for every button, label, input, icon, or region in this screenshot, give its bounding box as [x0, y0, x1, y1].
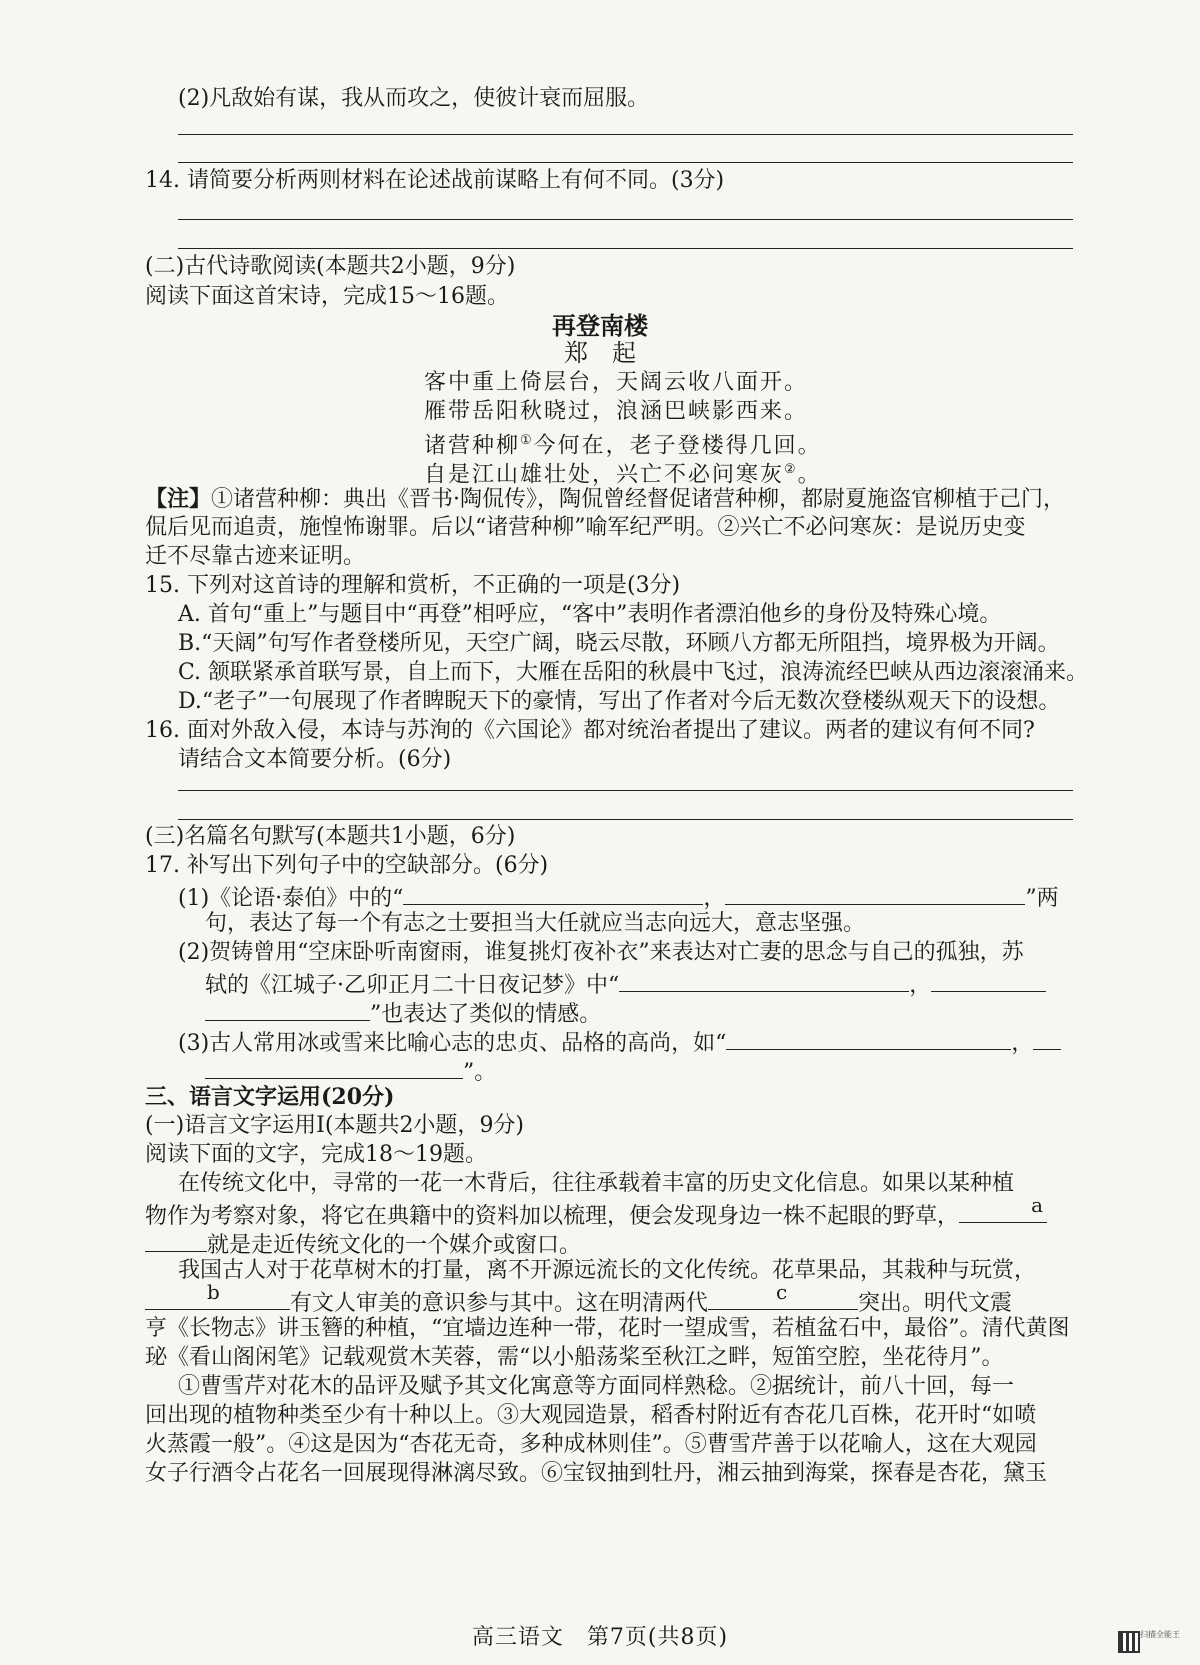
scanner-watermark: 扫描全能王: [1140, 1630, 1180, 1639]
qr-code-icon: [1118, 1631, 1140, 1653]
section-title: (二)古代诗歌阅读(本题共2小题，9分): [145, 254, 516, 279]
answer-line: [178, 790, 1073, 791]
blank-a-cont[interactable]: [145, 1227, 207, 1252]
fill-blank[interactable]: [726, 1025, 1011, 1050]
poem-line: 客中重上倚层台，天阔云收八面开。: [424, 370, 809, 395]
answer-line: [178, 819, 1073, 820]
passage-line: 在传统文化中，寻常的一花一木背后，往往承载着丰富的历史文化信息。如果以某种植: [178, 1171, 1015, 1196]
section-title: (一)语言文字运用Ⅰ(本题共2小题，9分): [145, 1113, 525, 1138]
option-b: B.“天阔”句写作者登楼所见，天空广阔，晓云尽散，环顾八方都无所阻挡，境界极为开阔。: [178, 631, 1060, 656]
poem-author: 郑起: [564, 339, 660, 367]
section-intro: 阅读下面的文字，完成18～19题。: [145, 1142, 487, 1167]
page-footer: 高三语文 第7页(共8页): [471, 1625, 729, 1650]
q16-stem: 16. 面对外敌入侵，本诗与苏洵的《六国论》都对统治者提出了建议。两者的建议有何不同?: [145, 718, 1035, 743]
poem-line: 雁带岳阳秋晓过，浪涵巴峡影西来。: [424, 399, 809, 424]
q17-stem: 17. 补写出下列句子中的空缺部分。(6分): [145, 853, 549, 878]
fill-blank[interactable]: [931, 967, 1046, 992]
q17-text: ，: [909, 973, 932, 998]
fill-blank[interactable]: [205, 996, 370, 1021]
answer-line: [178, 248, 1073, 249]
passage-text: 突出。明代文震: [858, 1291, 1013, 1316]
passage-line: 女子行酒令占花名一回展现得淋漓尽致。⑥宝钗抽到牡丹，湘云抽到海棠，探春是杏花，黛玉: [145, 1461, 1048, 1486]
fill-blank[interactable]: [619, 967, 909, 992]
q17-text: ”。: [463, 1060, 497, 1085]
fill-blank[interactable]: [725, 880, 1025, 905]
q16-stem-cont: 请结合文本简要分析。(6分): [178, 747, 452, 772]
blank-b[interactable]: [145, 1280, 290, 1310]
section-intro: 阅读下面这首宋诗，完成15～16题。: [145, 284, 509, 309]
option-d: D.“老子”一句展现了作者睥睨天下的豪情，写出了作者对今后无数次登楼纵观天下的设想。: [178, 689, 1061, 714]
q13-part2: (2)凡敌始有谋，我从而攻之，使彼计衰而屈服。: [178, 86, 650, 111]
blank-label: c: [776, 1280, 788, 1304]
fill-blank[interactable]: [205, 1054, 463, 1079]
q17-text: 轼的《江城子·乙卯正月二十日夜记梦》中“: [205, 973, 620, 998]
q17-text: (1)《论语·泰伯》中的“: [178, 886, 404, 911]
answer-line: [178, 219, 1073, 220]
q17-item2: (2)贺铸曾用“空床卧听南窗雨，谁复挑灯夜补衣”来表达对亡妻的思念与自己的孤独，苏: [178, 940, 1024, 965]
poem-line-text: 今何在，老子登楼得几回。: [533, 433, 822, 459]
blank-a[interactable]: [959, 1193, 1047, 1223]
passage-line: 珌《看山阁闲笔》记载观赏木芙蓉，需“以小船荡桨至秋江之畔，短笛空腔，坐花待月”。: [145, 1345, 1004, 1370]
section-title: (三)名篇名句默写(本题共1小题，6分): [145, 824, 516, 849]
blank-label: b: [207, 1280, 220, 1304]
passage-text: 物作为考察对象，将它在典籍中的资料加以梳理，便会发现身边一株不起眼的野草，: [145, 1204, 960, 1229]
passage-line: ①曹雪芹对花木的品评及赋予其文化寓意等方面同样熟稔。②据统计，前八十回，每一: [178, 1374, 1015, 1399]
q17-text: ，: [703, 886, 726, 911]
note-line: [145, 484, 1065, 515]
answer-line: [178, 162, 1073, 163]
poem-title: 再登南楼: [552, 311, 648, 340]
note-label: 【注】: [145, 486, 212, 512]
passage-line: 火蒸霞一般”。④这是因为“杏花无奇，多种成林则佳”。⑤曹雪芹善于以花喻人，这在大观园: [145, 1432, 1037, 1457]
passage-text: 就是走近传统文化的一个媒介或窗口。: [207, 1233, 582, 1258]
blank-c[interactable]: [708, 1280, 858, 1310]
note-line: 迁不尽靠古迹来证明。: [145, 544, 366, 569]
passage-text: 有文人审美的意识参与其中。这在明清两代: [290, 1291, 709, 1316]
footnote-marker: ②: [784, 462, 798, 477]
passage-line: 回出现的植物种类至少有十种以上。③大观园造景，稻香村附近有杏花几百株，花开时“如喷: [145, 1403, 1037, 1428]
passage-line: 亨《长物志》讲玉簪的种植，“宜墙边连种一带，花时一望成雪，若植盆石中，最俗”。清代黄图: [145, 1316, 1070, 1341]
q17-text: ，: [1011, 1031, 1034, 1056]
footnote-marker: ①: [520, 433, 534, 448]
poem-line-text: 。: [797, 462, 822, 488]
q14-stem: 14. 请简要分析两则材料在论述战前谋略上有何不同。(3分): [145, 168, 725, 193]
q17-text: ”两: [1025, 886, 1059, 911]
passage-line: 我国古人对于花草树木的打量，离不开源远流长的文化传统。花草果品，其栽种与玩赏，: [178, 1258, 1037, 1283]
q17-item1-cont: 句，表达了每一个有志之士要担当大任就应当志向远大，意志坚强。: [205, 911, 866, 936]
note-text: ①诸营种柳：典出《晋书·陶侃传》，陶侃曾经督促诸营种柳，都尉夏施盗官柳植于己门，: [211, 487, 1066, 512]
part-title: 三、语言文字运用(20分): [145, 1084, 395, 1110]
poem-line-text: 诸营种柳: [424, 433, 521, 459]
poem-line-text: 自是江山雄壮处，兴亡不必问寒灰: [424, 462, 785, 488]
fill-blank[interactable]: [403, 880, 703, 905]
q15-stem: 15. 下列对这首诗的理解和赏析，不正确的一项是(3分): [145, 573, 681, 598]
q17-text: (3)古人常用冰或雪来比喻心志的忠贞、品格的高尚，如“: [178, 1031, 727, 1056]
blank-label: a: [1031, 1193, 1044, 1217]
q17-text: ”也表达了类似的情感。: [370, 1002, 602, 1027]
answer-line: [178, 134, 1073, 135]
option-a: A. 首句“重上”与题目中“再登”相呼应，“客中”表明作者漂泊他乡的身份及特殊心境。: [178, 602, 1002, 627]
note-line: 侃后见而追责，施惶怖谢罪。后以“诸营种柳”喻军纪严明。②兴亡不必问寒灰：是说历史变: [145, 515, 1026, 540]
fill-blank[interactable]: [1033, 1025, 1061, 1050]
option-c: C. 颔联紧承首联写景，自上而下，大雁在岳阳的秋晨中飞过，浪涛流经巴峡从西边滚滚涌来。: [178, 660, 1089, 685]
